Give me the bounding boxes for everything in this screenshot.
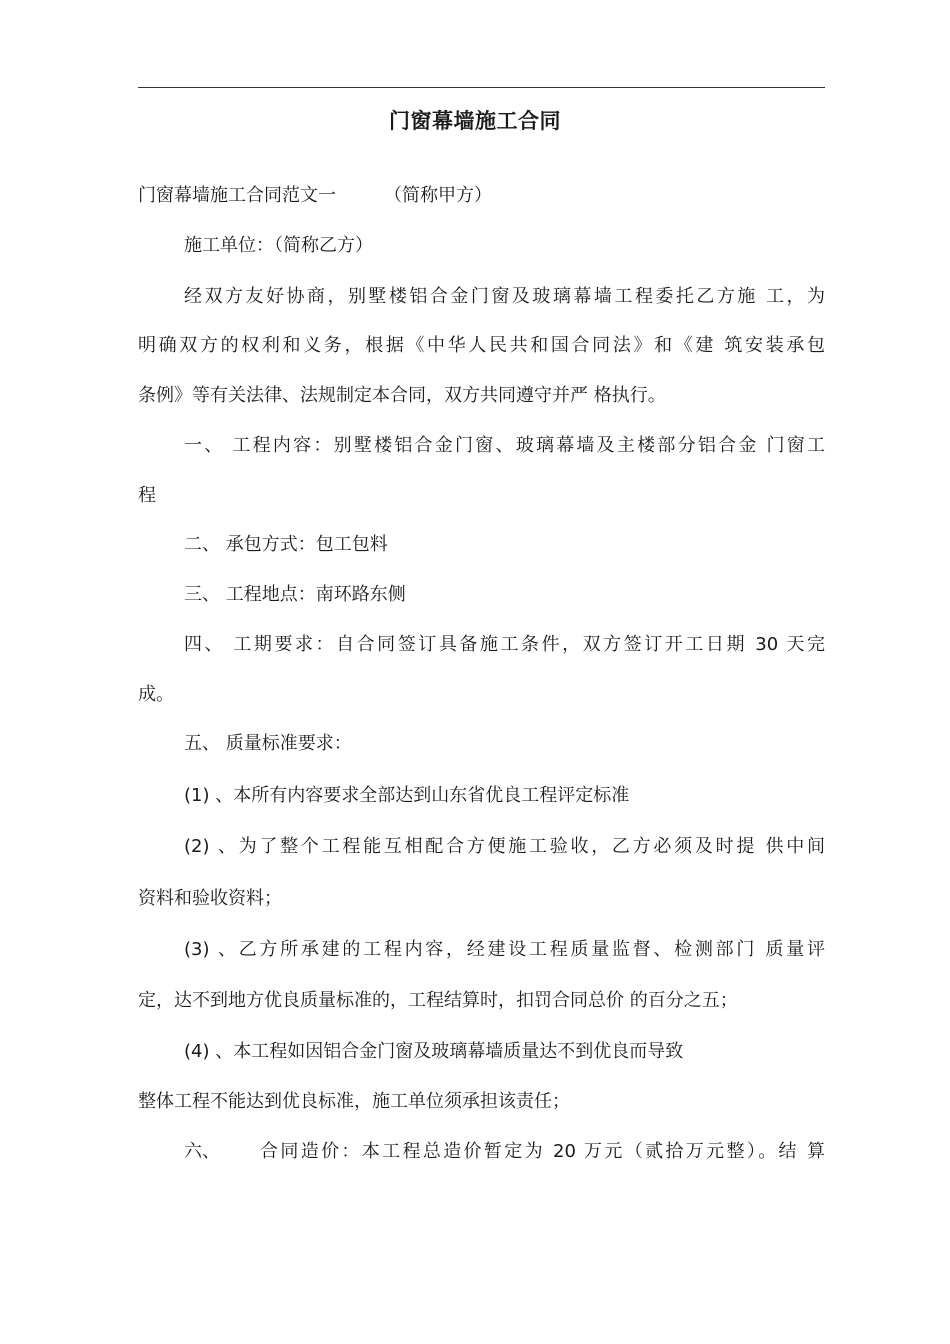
- clause-4-line: 四、 工期要求：自合同签订具备施工条件，双方签订开工日期 30 天完: [184, 634, 825, 655]
- clause-3-line: 三、 工程地点：南环路东侧: [184, 584, 406, 605]
- clause-5-item-4-line: (4) 、本工程如因铝合金门窗及玻璃幕墙质量达不到优良而导致: [184, 1041, 684, 1062]
- document-title: 门窗幕墙施工合同: [389, 109, 561, 133]
- party-a-line: [138, 181, 492, 211]
- clause-5-item-1: (1) 、本所有内容要求全部达到山东省优良工程评定标准: [184, 785, 630, 806]
- clause-6-number: 六、: [184, 1141, 220, 1162]
- clause-5-item-2-line: (2) 、为了整个工程能互相配合方便施工验收，乙方必须及时提 供中间: [184, 836, 825, 857]
- clause-5-item-2-line: 资料和验收资料；: [138, 888, 282, 909]
- clause-5-item-4-line: 整体工程不能达到优良标准，施工单位须承担该责任；: [138, 1091, 570, 1112]
- clause-2-line: 二、 承包方式：包工包料: [184, 534, 388, 555]
- clause-1-line: 程: [138, 485, 156, 506]
- header-rule: [138, 87, 825, 88]
- preamble-line: 明确双方的权利和义务，根据《中华人民共和国合同法》和《建 筑安装承包: [138, 335, 825, 356]
- party-a-prefix: 门窗幕墙施工合同范文一: [138, 185, 336, 206]
- clause-5-heading: 五、 质量标准要求：: [184, 733, 352, 754]
- party-a-suffix: （简称甲方）: [384, 185, 492, 206]
- preamble-line: 条例》等有关法律、法规制定本合同，双方共同遵守并严 格执行。: [138, 385, 666, 406]
- clause-5-item-3-line: (3) 、乙方所承建的工程内容，经建设工程质量监督、检测部门 质量评: [184, 939, 825, 960]
- clause-6-line: [184, 1137, 825, 1167]
- clause-4-line: 成。: [138, 684, 174, 705]
- clause-6-text: 合同造价：本工程总造价暂定为 20 万元（贰拾万元整）。结 算: [260, 1141, 825, 1162]
- clause-5-item-3-line: 定，达不到地方优良质量标准的，工程结算时，扣罚合同总价 的百分之五；: [138, 990, 738, 1011]
- preamble-line: 经双方友好协商，别墅楼铝合金门窗及玻璃幕墙工程委托乙方施 工，为: [184, 286, 825, 307]
- party-b-line: 施工单位：（简称乙方）: [184, 235, 373, 256]
- clause-1-line: 一、 工程内容：别墅楼铝合金门窗、玻璃幕墙及主楼部分铝合金 门窗工: [184, 435, 825, 456]
